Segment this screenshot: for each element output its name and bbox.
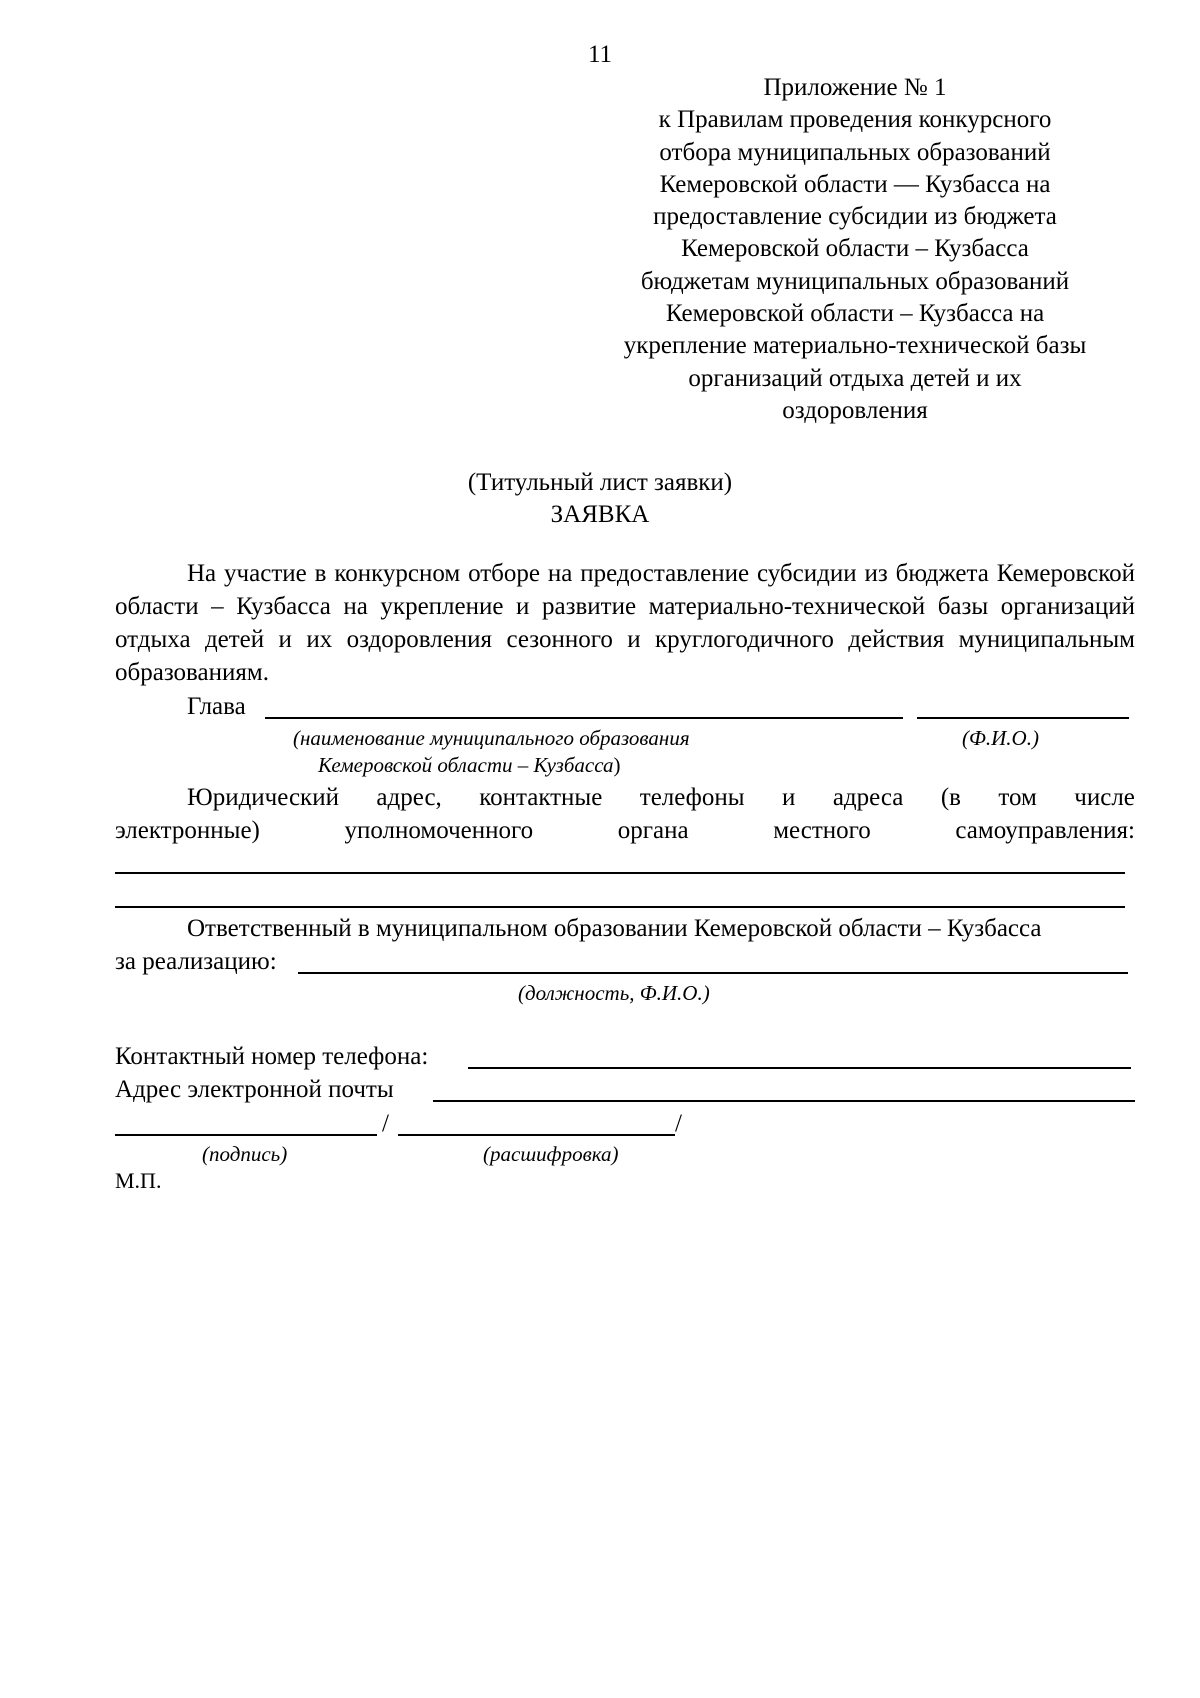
appendix-header — [590, 72, 1120, 427]
signature-end-mark: / — [675, 1110, 682, 1137]
signature-note: (подпись) — [202, 1142, 288, 1166]
head-label: Глава — [187, 693, 246, 720]
legal-address-word: (в — [940, 784, 961, 811]
signature-field[interactable] — [115, 1134, 377, 1136]
appendix-line: укрепление материально-технической базы — [623, 332, 1087, 360]
decoding-note: (расшифровка) — [483, 1142, 619, 1166]
legal-address-word: и — [782, 784, 796, 811]
municipality-name-note-cont — [318, 752, 620, 778]
appendix-line: предоставление субсидии из бюджета — [653, 203, 1057, 231]
appendix-line: отбора муниципальных образований — [659, 138, 1051, 166]
municipality-name-field[interactable] — [265, 717, 903, 719]
municipality-name-note-close: ) — [613, 753, 621, 777]
legal-address-word: адрес, — [376, 784, 442, 811]
legal-address-field-1[interactable] — [115, 872, 1125, 874]
legal-address-word: местного — [773, 817, 871, 844]
legal-address-line-2 — [115, 814, 1135, 847]
appendix-line: организаций отдыха детей и их — [688, 364, 1022, 392]
appendix-line: Кемеровской области – Кузбасса на — [665, 300, 1045, 328]
legal-address-word: органа — [617, 817, 689, 844]
legal-address-word: том — [998, 784, 1037, 811]
fio-note: (Ф.И.О.) — [962, 726, 1039, 750]
responsible-field[interactable] — [298, 972, 1128, 974]
signature-decoding-field[interactable] — [398, 1134, 675, 1136]
responsible-note: (должность, Ф.И.О.) — [518, 981, 710, 1005]
signature-separator: / — [382, 1110, 389, 1137]
intro-paragraph: На участие в конкурсном отборе на предоставление субсидии из бюджета Кемеровской области – Кузбасса на укрепление и развитие материально-технической базы организаций отдыха детей и их оздоровления сезонного и круглогодичного действия муниципальным образованиям. — [115, 560, 1135, 686]
appendix-line: Приложение № 1 — [763, 74, 947, 101]
appendix-line: Кемеровской области – Кузбасса — [681, 235, 1029, 263]
legal-address-word: числе — [1074, 784, 1135, 811]
appendix-line: оздоровления — [782, 396, 928, 424]
legal-address-word: самоуправления: — [955, 817, 1135, 844]
municipality-name-note-cont-text: Кемеровской области – Кузбасса — [318, 753, 614, 777]
legal-address-word: Юридический — [187, 784, 339, 811]
page-number: 11 — [587, 41, 613, 68]
stamp-label: М.П. — [115, 1168, 162, 1193]
legal-address-field-2[interactable] — [115, 906, 1125, 908]
municipality-name-note: (наименование муниципального образования — [293, 726, 690, 750]
appendix-line: к Правилам проведения конкурсного — [658, 106, 1052, 134]
legal-address-word: телефоны — [639, 784, 745, 811]
contact-phone-field[interactable] — [468, 1067, 1131, 1069]
legal-address-line-1 — [187, 781, 1135, 814]
document-title: ЗАЯВКА — [550, 501, 650, 528]
email-field[interactable] — [433, 1100, 1135, 1102]
legal-address-word: контактные — [479, 784, 603, 811]
appendix-line: бюджетам муниципальных образований — [640, 267, 1070, 295]
legal-address-word: электронные) — [115, 817, 260, 844]
responsible-line-1: Ответственный в муниципальном образовании Кемеровской области – Кузбасса — [187, 915, 1042, 942]
responsible-label: за реализацию: — [115, 948, 277, 975]
head-fio-field[interactable] — [917, 717, 1129, 719]
legal-address-word: уполномоченного — [344, 817, 534, 844]
appendix-line: Кемеровской области — Кузбасса на — [659, 170, 1051, 198]
document-subtitle: (Титульный лист заявки) — [467, 469, 733, 496]
email-label: Адрес электронной почты — [115, 1076, 394, 1103]
legal-address-word: адреса — [832, 784, 904, 811]
contact-phone-label: Контактный номер телефона: — [115, 1043, 429, 1070]
